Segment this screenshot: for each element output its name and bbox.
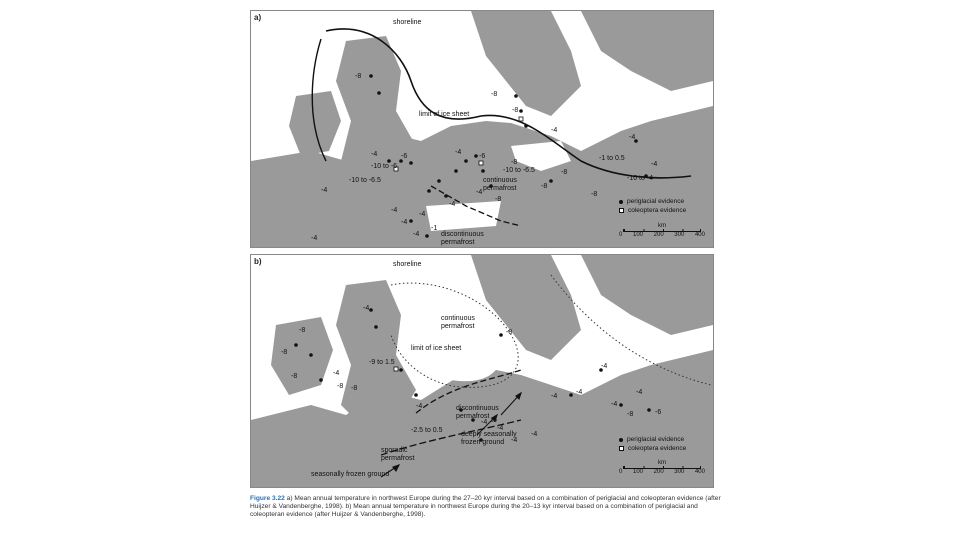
scale-tick: 300	[674, 469, 685, 475]
temp-label: -4	[321, 187, 328, 194]
temp-label: to	[491, 417, 497, 424]
map-panel-b	[250, 254, 714, 488]
temp-label: -4	[531, 431, 538, 438]
temp-label: -4	[611, 401, 618, 408]
temp-label: -8	[291, 373, 298, 380]
scale-tick: 0	[619, 232, 623, 238]
temp-label: -4	[551, 127, 558, 134]
coleoptera-marker	[619, 208, 624, 213]
legend-coleoptera-b: coleoptera evidence	[628, 445, 687, 452]
temp-label: -4	[636, 389, 643, 396]
figure-caption	[250, 495, 726, 519]
temp-label: -4	[551, 393, 558, 400]
legend-periglacial-b: periglacial evidence	[627, 436, 685, 443]
ice-sheet-label-b: limit of ice sheet	[411, 345, 462, 352]
temp-label: -10 to -6	[371, 163, 398, 170]
temp-label: -8	[351, 385, 358, 392]
temp-label: -4	[511, 437, 518, 444]
temp-label: -4	[311, 235, 318, 242]
map-panel-a	[250, 10, 714, 248]
zone-label-b-3: sporadic permafrost	[381, 447, 415, 462]
temp-label: -4	[401, 219, 408, 226]
temp-label: -1 to 0.5	[599, 155, 625, 162]
coleoptera-marker	[619, 446, 624, 451]
temp-label: -1	[431, 225, 438, 232]
legend-coleoptera-a: coleoptera evidence	[628, 207, 687, 214]
legend-a	[619, 197, 686, 215]
caption-text: a) Mean annual temperature in northwest Europe during the 27–20 kyr interval based on a combination of periglacial and coleopteran evidence (after Huijzer & Vandenberghe, 1998). b) Mean annual temperature in northwest Europe during the 20–13 kyr interval based on a combination of periglacial and coleopteran evidence (after Huijzer & Vandenberghe, 1998).	[250, 495, 721, 518]
temp-label: -8	[506, 329, 513, 336]
temp-label: -4	[333, 370, 340, 377]
temp-label: -8	[491, 91, 498, 98]
scale-unit-b: km	[658, 460, 666, 466]
legend-b	[619, 435, 686, 453]
temp-label: -8	[627, 411, 634, 418]
temp-label: -4	[449, 201, 456, 208]
temp-label: -8	[495, 196, 502, 203]
temp-label: -10 to -4	[627, 175, 654, 182]
scale-tick: 400	[694, 469, 705, 475]
temp-label: -4	[455, 149, 462, 156]
scale-unit-a: km	[658, 223, 666, 229]
temp-label: -4	[363, 305, 370, 312]
temp-label: -4	[497, 425, 504, 432]
scale-bar-a	[619, 223, 705, 238]
scale-tick: 400	[694, 232, 705, 238]
temp-label: -8	[561, 169, 568, 176]
temp-label: -10 to -6.5	[503, 167, 535, 174]
scale-tick: 0	[619, 469, 623, 475]
temp-label: -4	[371, 151, 378, 158]
scale-tick: 100	[632, 469, 643, 475]
temp-label: -4	[413, 231, 420, 238]
temp-label: -4	[419, 211, 426, 218]
temp-label: -4	[391, 207, 398, 214]
temp-label: -4	[481, 419, 488, 426]
shoreline-label-a: shoreline	[393, 19, 422, 26]
temp-label: -6	[401, 153, 408, 160]
temp-label: -8	[541, 183, 548, 190]
temp-label: -8	[337, 383, 344, 390]
scale-tick: 200	[653, 469, 664, 475]
scale-bar-b	[619, 460, 705, 475]
scale-tick: 200	[653, 232, 664, 238]
temp-label: -8	[281, 349, 288, 356]
temp-label: -4	[629, 134, 636, 141]
zone-label-b-0: continuous permafrost	[441, 315, 475, 330]
shoreline-label-b: shoreline	[393, 261, 422, 268]
figure-number: Figure 3.22	[250, 495, 285, 502]
zone-label-a-1: discontinuous permafrost	[441, 231, 484, 246]
periglacial-marker	[619, 200, 623, 204]
temp-label: -8	[512, 107, 519, 114]
temp-label: -8	[511, 159, 518, 166]
temp-label: -8	[591, 191, 598, 198]
temp-label: -9 to 1.5	[369, 359, 395, 366]
temp-label: -10 to -6.5	[349, 177, 381, 184]
temp-label: -6	[655, 409, 662, 416]
temp-label: -4	[576, 389, 583, 396]
scale-tick: 100	[632, 232, 643, 238]
temp-label: -8	[299, 327, 306, 334]
ice-sheet-label-a: limit of ice sheet	[419, 111, 470, 118]
zone-label-b-1: discontinuous permafrost	[456, 405, 499, 420]
temp-label: -4	[601, 363, 608, 370]
zone-label-b-4: seasonally frozen ground	[311, 471, 390, 478]
temp-label: -6	[479, 153, 486, 160]
panel-a-label: a)	[254, 13, 262, 22]
panel-b-label: b)	[254, 257, 262, 266]
zone-label-b-2: deeply seasonally frozen ground	[461, 431, 517, 446]
zone-label-a-0: continuous permafrost	[483, 177, 517, 192]
temp-label: -2.5 to 0.5	[411, 427, 443, 434]
temp-label: -8	[355, 73, 362, 80]
temp-label: -4	[651, 161, 658, 168]
temp-label: -4	[416, 403, 423, 410]
temp-label: -4	[476, 189, 483, 196]
periglacial-marker	[619, 438, 623, 442]
legend-periglacial-a: periglacial evidence	[627, 198, 685, 205]
scale-tick: 300	[674, 232, 685, 238]
